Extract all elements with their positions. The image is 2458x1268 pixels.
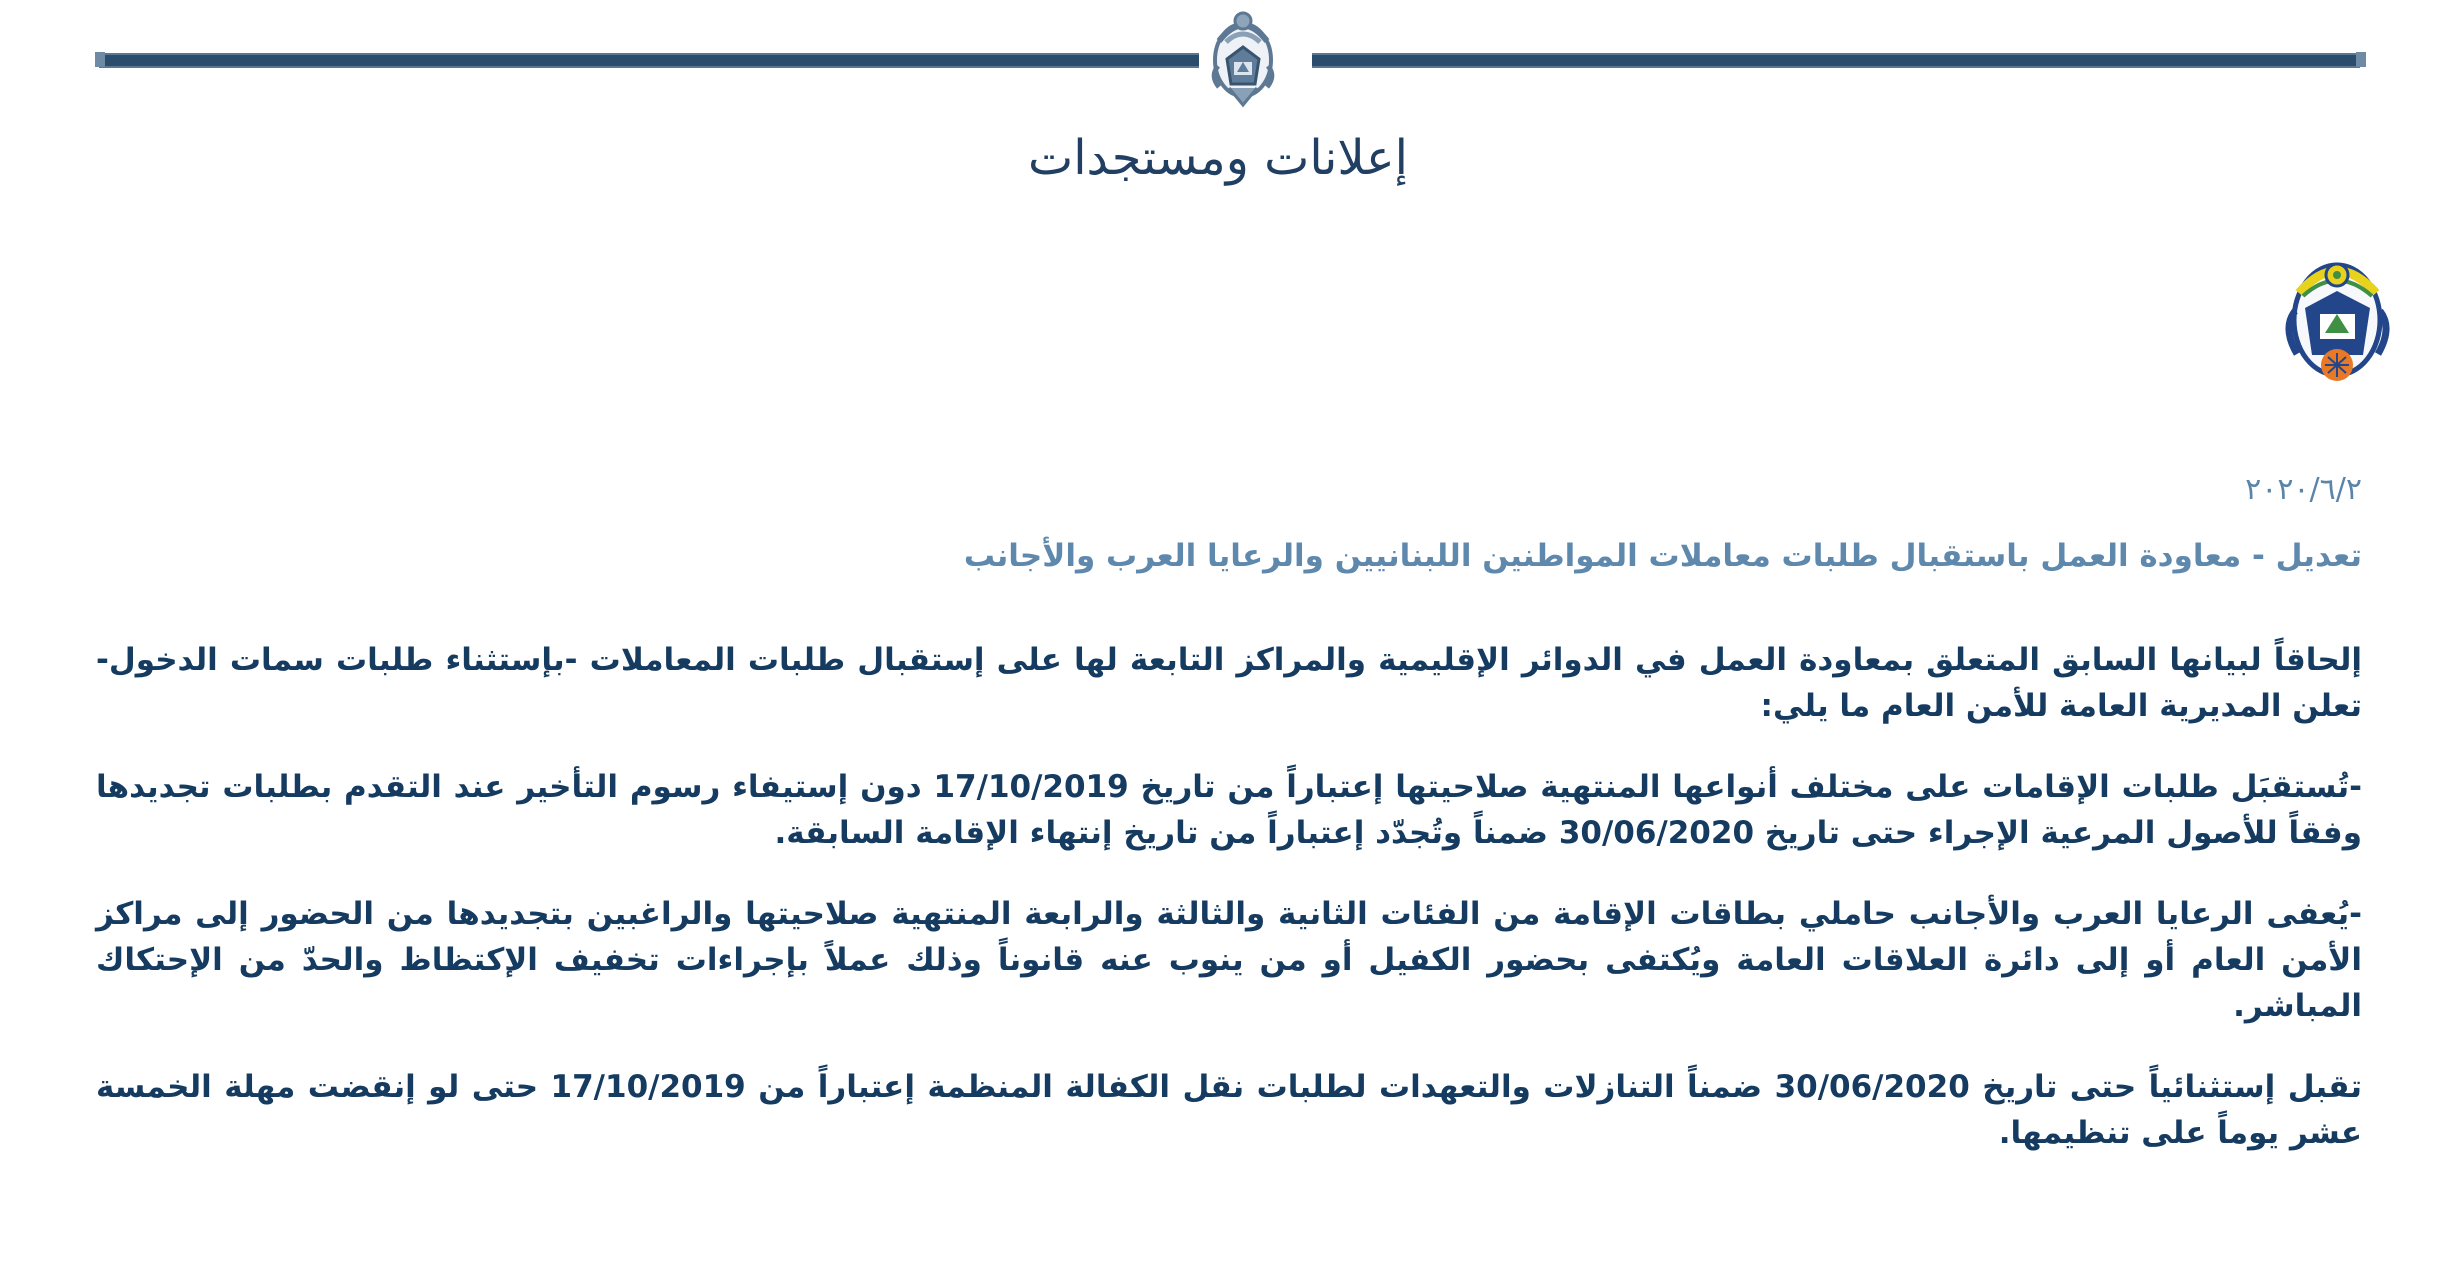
cedar-emblem-icon bbox=[1207, 4, 1279, 112]
announcement-content bbox=[96, 470, 2362, 1191]
announcement-paragraph: تقبل إستثنائياً حتى تاريخ 30/06/2020 ضمناً التنازلات والتعهدات لطلبات نقل الكفالة المنظمة إعتباراً من 17/10/2019 حتى لو إنقضت مهلة الخمسة عشر يوماً على تنظيمها. bbox=[96, 1069, 2363, 1151]
header-rule-left bbox=[99, 53, 1199, 68]
announcement-date: ٢٠٢٠/٦/٢ bbox=[2245, 472, 2362, 507]
announcement-subject: تعديل - معاودة العمل باستقبال طلبات معاملات المواطنين اللبنانيين والرعايا العرب والأجانب bbox=[963, 538, 2362, 574]
header-rule-end-left bbox=[95, 52, 105, 67]
announcement-paragraph: -يُعفى الرعايا العرب والأجانب حاملي بطاقات الإقامة من الفئات الثانية والثالثة والرابعة المنتهية صلاحيتها والراغبين بتجديدها من الحضور إلى مراكز الأمن العام أو إلى دائرة العلاقات العامة ويُكتفى بحضور الكفيل أو من ينوب عنه قانوناً وذلك عملاً بإجراءات تخفيف الإكتظاظ والحدّ من الإحتكاك المباشر. bbox=[96, 896, 2362, 1024]
announcement-paragraph: إلحاقاً لبيانها السابق المتعلق بمعاودة العمل في الدوائر الإقليمية والمراكز التابعة لها على إستقبال طلبات المعاملات -بإستثناء طلبات سمات الدخول- تعلن المديرية العامة للأمن العام ما يلي: bbox=[96, 642, 2362, 724]
header-rule-end-right bbox=[2356, 52, 2366, 67]
page-title: إعلانات ومستجدات bbox=[1028, 130, 1408, 186]
header-rule-right bbox=[1312, 53, 2360, 68]
general-security-emblem-icon bbox=[2281, 253, 2394, 389]
announcement-paragraph: -تُستقبَل طلبات الإقامات على مختلف أنواعها المنتهية صلاحيتها إعتباراً من تاريخ 17/10/2019 دون إستيفاء رسوم التأخير عند التقدم بطلبات تجديدها وفقاً للأصول المرعية الإجراء حتى تاريخ 30/06/2020 ضمناً وتُجدّد إعتباراً من تاريخ إنتهاء الإقامة السابقة. bbox=[96, 769, 2362, 851]
